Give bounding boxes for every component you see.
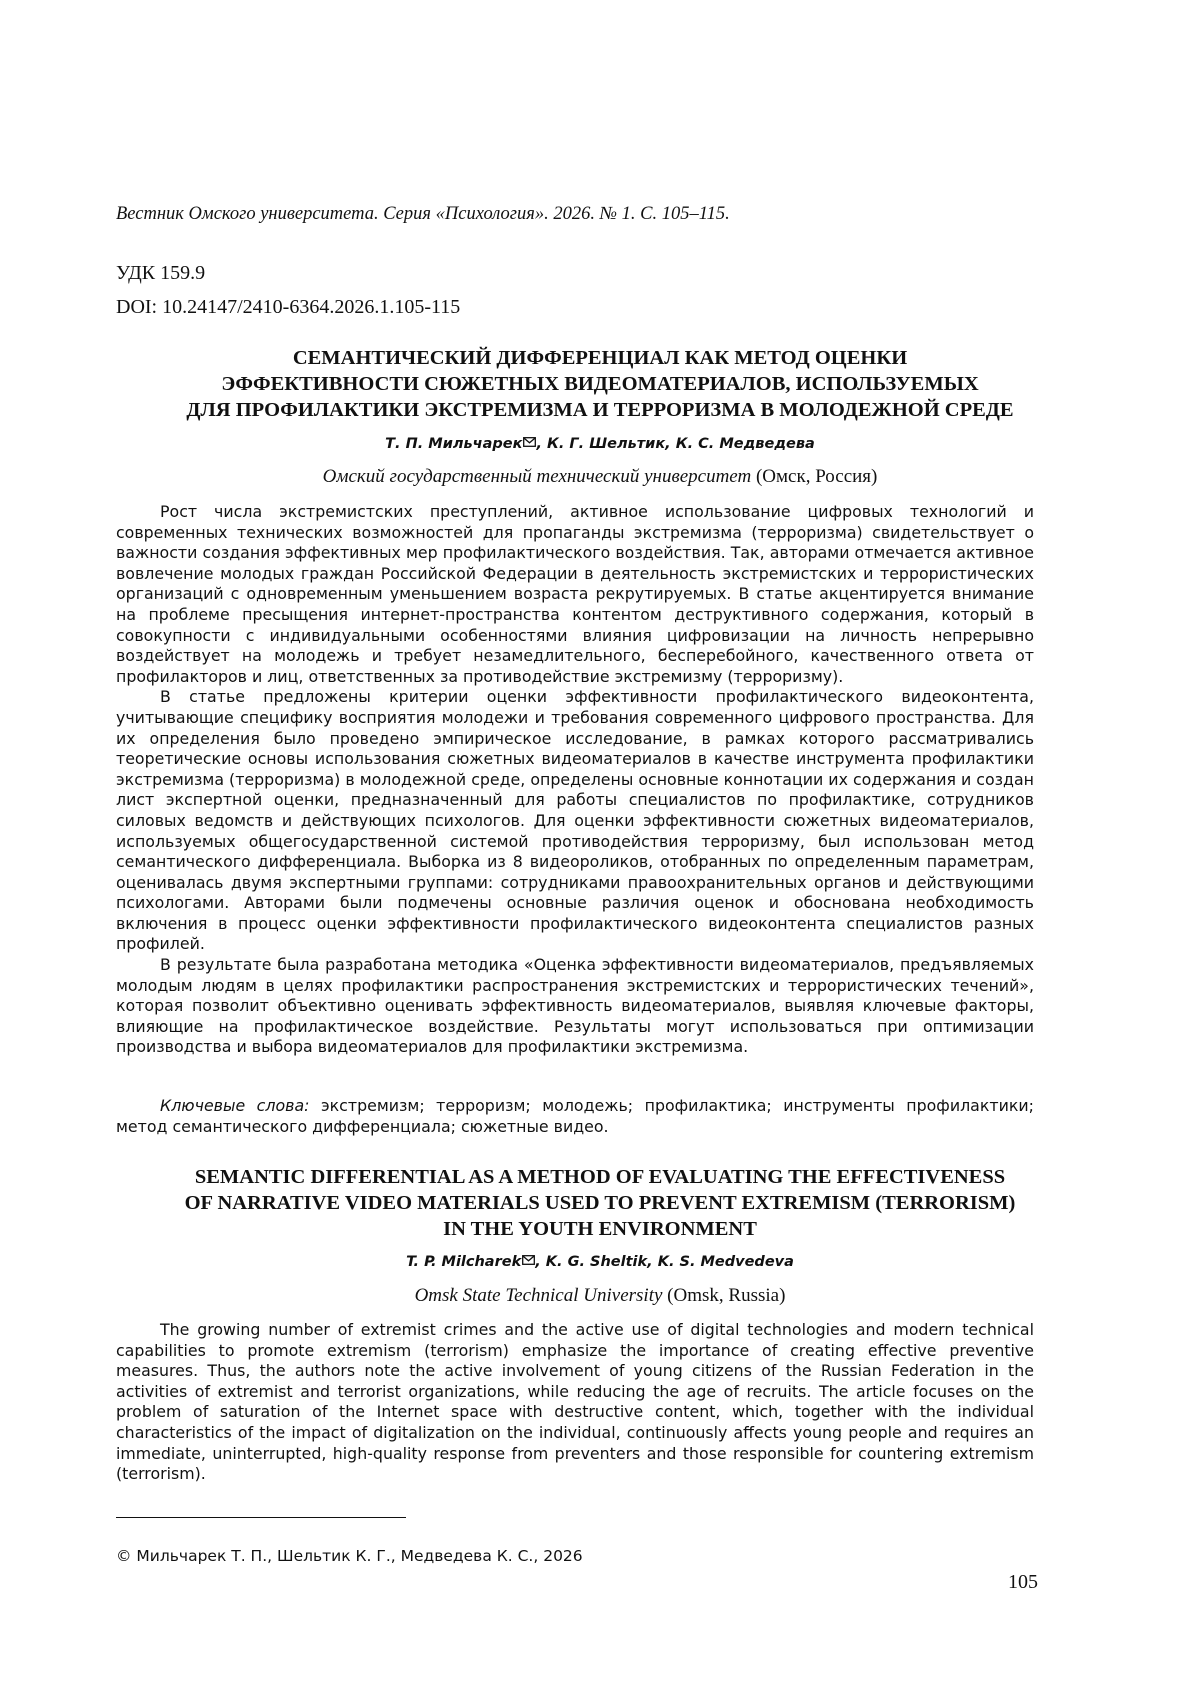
journal-reference: Вестник Омского университета. Серия «Психология». 2026. № 1. С. 105–115. bbox=[116, 204, 730, 224]
doi[interactable]: DOI: 10.24147/2410-6364.2026.1.105-115 bbox=[116, 296, 461, 318]
mail-icon[interactable] bbox=[522, 1255, 535, 1265]
title-en-line: OF NARRATIVE VIDEO MATERIALS USED TO PREVENT EXTREMISM (TERRORISM) bbox=[184, 1192, 1016, 1214]
mail-icon[interactable] bbox=[523, 437, 536, 447]
coauthors-en: , K. G. Sheltik, K. S. Medvedeva bbox=[535, 1254, 794, 1270]
abstract-en-paragraph: The growing number of extremist crimes and the active use of digital technologies and modern technical capabilities to promote extremism (terrorism) emphasize the importance of creating effective preventive measures. Thus, the authors note the active involvement of young citizens of the Russian Federation in the activities of extremist and terrorist organizations, while reducing the age of recruits. The article focuses on the problem of saturation of the Internet space with destructive content, which, together with the individual characteristics of the impact of digitalization on the individual, continuously affects young people and requires an immediate, uninterrupted, high-quality response from preventers and those responsible for countering extremism (terrorism). bbox=[116, 1320, 1034, 1484]
title-en-line: SEMANTIC DIFFERENTIAL AS A METHOD OF EVALUATING THE EFFECTIVENESS bbox=[194, 1166, 1006, 1188]
affiliation-ru-place: (Омск, Россия) bbox=[755, 466, 878, 487]
title-ru-line: СЕМАНТИЧЕСКИЙ ДИФФЕРЕНЦИАЛ КАК МЕТОД ОЦЕНКИ bbox=[292, 347, 908, 369]
affiliation-en-name: Omsk State Technical University bbox=[414, 1285, 663, 1306]
authors-ru bbox=[116, 436, 1084, 452]
abstract-ru-paragraph: В статье предложены критерии оценки эффективности профилактического видеоконтента, учитывающие специфику восприятия молодежи и требования современного цифрового пространства. Для их определения было проведено эмпирическое исследование, в рамках которого рассматривались теоретические основы использования сюжетных видеоматериалов в качестве инструмента профилактики экстремизма (терроризма) в молодежной среде, определены основные коннотации их содержания и создан лист экспертной оценки, предназначенный для работы специалистов по профилактике, сотрудников силовых ведомств и действующих психологов. Для оценки эффективности сюжетных видеоматериалов, используемых общегосударственной системой противодействия терроризму, был использован метод семантического дифференциала. Выборка из 8 видеороликов, отобранных по определенным параметрам, оценивалась двумя экспертными группами: сотрудниками правоохранительных органов и действующими психологами. Авторами были подмечены основные различия оценок и обоснована необходимость включения в процесс оценки эффективности профилактического видеоконтента специалистов разных профилей. bbox=[116, 687, 1034, 954]
coauthors-ru: , К. Г. Шельтик, К. С. Медведева bbox=[536, 436, 815, 452]
affiliation-en-place: (Omsk, Russia) bbox=[667, 1285, 786, 1306]
copyright-note: © Мильчарек Т. П., Шельтик К. Г., Медведева К. С., 2026 bbox=[116, 1547, 583, 1565]
title-en-line: IN THE YOUTH ENVIRONMENT bbox=[443, 1218, 757, 1240]
authors-en bbox=[116, 1254, 1084, 1270]
footnote-divider bbox=[116, 1517, 406, 1518]
affiliation-ru-name: Омский государственный технический университет bbox=[322, 466, 752, 487]
abstract-ru-paragraph: Рост числа экстремистских преступлений, активное использование цифровых технологий и современных технических возможностей для пропаганды экстремизма (терроризма) свидетельствует о важности создания эффективных мер профилактического воздействия. Так, авторами отмечается активное вовлечение молодых граждан Российской Федерации в деятельность экстремистских и террористических организаций с одновременным уменьшением возраста рекрутируемых. В статье акцентируется внимание на проблеме пресыщения интернет-пространства контентом деструктивного содержания, который в совокупности с индивидуальными особенностями влияния цифровизации на личность непрерывно воздействует на молодежь и требует незамедлительного, бесперебойного, качественного ответа от профилакторов и лиц, ответственных за противодействие экстремизму (терроризму). bbox=[116, 502, 1034, 686]
corresponding-author-en: T. P. Milcharek bbox=[406, 1254, 522, 1270]
abstract-ru-paragraph: В результате была разработана методика «Оценка эффективности видеоматериалов, предъявляемых молодым людям в целях профилактики распространения экстремистских и террористических течений», которая позволит объективно оценивать эффективность видеоматериалов, выявляя ключевые факторы, влияющие на профилактическое воздействие. Результаты могут использоваться при оптимизации производства и выбора видеоматериалов для профилактики экстремизма. bbox=[116, 955, 1034, 1057]
title-ru-line: ЭФФЕКТИВНОСТИ СЮЖЕТНЫХ ВИДЕОМАТЕРИАЛОВ, ИСПОЛЬЗУЕМЫХ bbox=[221, 373, 979, 395]
udk-code: УДК 159.9 bbox=[116, 262, 206, 284]
corresponding-author-ru: Т. П. Мильчарек bbox=[385, 436, 523, 452]
affiliation-ru bbox=[116, 466, 1084, 488]
keywords-ru-list: экстремизм; терроризм; молодежь; профилактика; инструменты профилактики; метод семантического дифференциала; сюжетные видео. bbox=[116, 1096, 1034, 1136]
title-en bbox=[116, 1164, 1084, 1242]
page-number: 105 bbox=[1008, 1571, 1038, 1593]
keywords-ru-label: Ключевые слова: bbox=[160, 1096, 310, 1115]
keywords-ru bbox=[116, 1096, 1034, 1137]
abstract-en bbox=[116, 1320, 1034, 1485]
affiliation-en bbox=[116, 1285, 1084, 1307]
abstract-ru bbox=[116, 502, 1034, 1058]
title-ru-line: ДЛЯ ПРОФИЛАКТИКИ ЭКСТРЕМИЗМА И ТЕРРОРИЗМА В МОЛОДЕЖНОЙ СРЕДЕ bbox=[186, 399, 1014, 421]
title-ru bbox=[116, 345, 1084, 423]
